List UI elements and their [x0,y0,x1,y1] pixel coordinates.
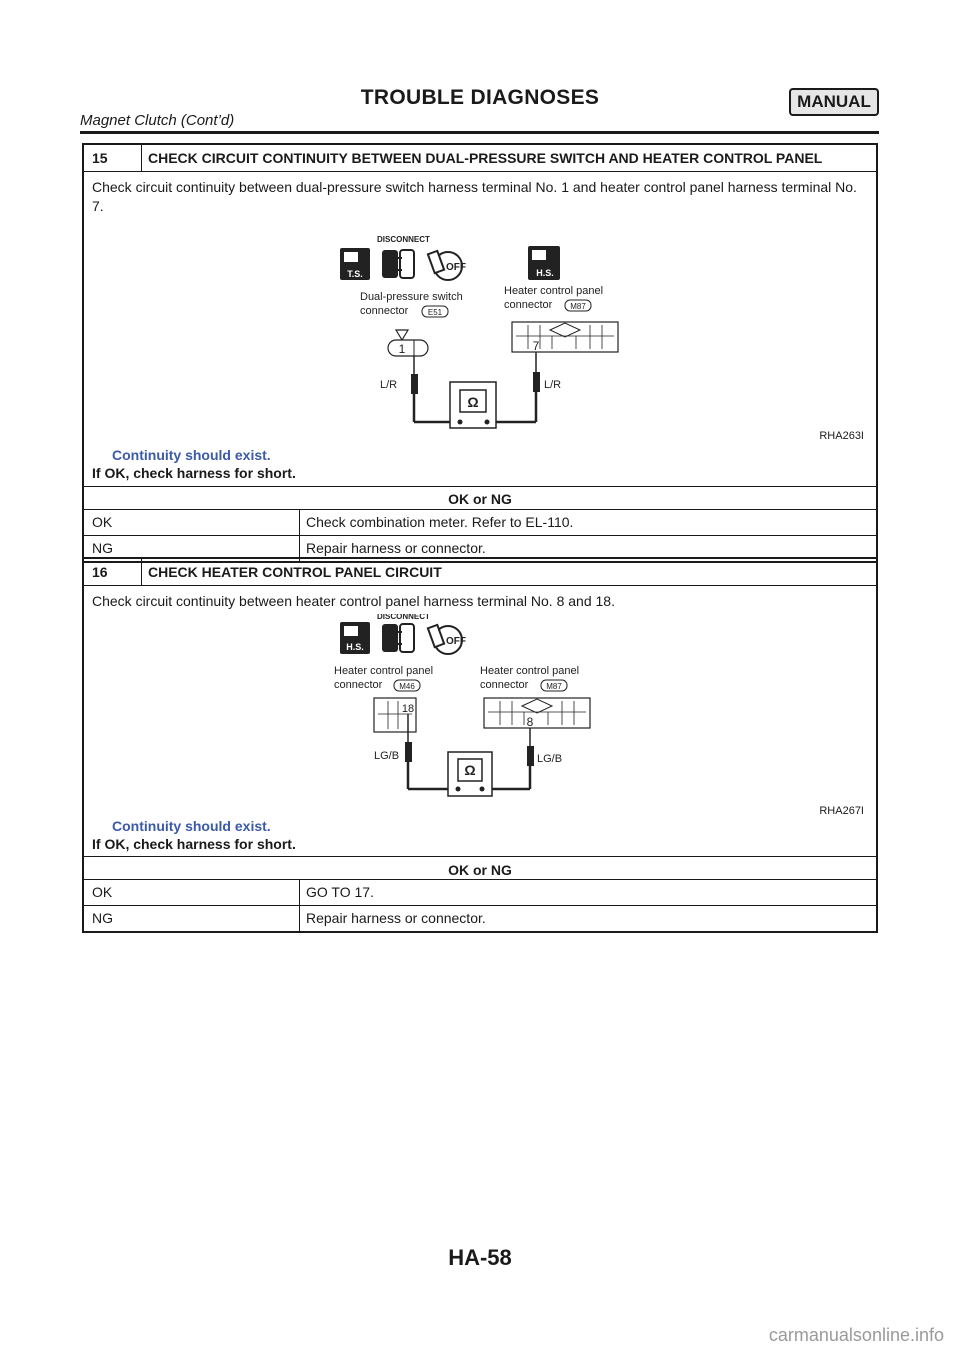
left-terminal: 18 [401,703,415,715]
right-terminal: 7 [532,339,540,353]
step-15-title: CHECK CIRCUIT CONTINUITY BETWEEN DUAL-PRESSURE SWITCH AND HEATER CONTROL PANEL [148,150,823,166]
page-number: HA-58 [448,1245,512,1270]
result-value: Repair harness or connector. [306,540,486,556]
disconnect-icon [377,235,430,278]
step-15-instruction: Check circuit continuity between dual-pressure switch harness terminal No. 1 and heater control panel harness terminal No. 7. [92,179,857,214]
step-16-ok-or-ng: OK or NG [448,862,512,878]
badge-ts-text: T.S. [347,269,363,279]
harness-side-icon [528,246,560,280]
step-16-figure-code: RHA267I [819,805,864,817]
step-15-table [82,143,878,563]
disconnect-text: DISCONNECT [377,235,430,244]
step-16-header [84,559,876,586]
left-wire-color: L/R [380,379,398,391]
left-connector-label-2: connector [334,679,383,691]
left-connector-id: E51 [427,308,443,317]
badge-hs-text: H.S. [346,642,364,652]
step-16-body [84,586,876,878]
step-16-condition: Continuity should exist. [112,818,271,834]
ohm-symbol: Ω [464,762,476,778]
right-connector-icon [484,698,590,729]
section-subtitle: Magnet Clutch (Cont’d) [80,112,235,129]
left-wire-color: LG/B [374,750,400,762]
ignition-off-icon [428,625,466,654]
step-16-diagram [332,614,632,834]
right-wire-color: L/R [544,379,562,391]
left-connector-label-2: connector [360,305,409,317]
step-16-instruction: Check circuit continuity between heater control panel harness terminal No. 8 and 18. [92,593,615,609]
right-wire-color: LG/B [537,753,563,765]
page-title: TROUBLE DIAGNOSES [360,86,600,109]
ohm-symbol: Ω [467,394,479,410]
disconnect-icon [377,614,430,652]
right-connector-icon [512,322,618,353]
step-15-number: 15 [84,145,142,171]
manual-badge: MANUAL [789,88,879,116]
right-connector-label-2: connector [504,299,553,311]
left-connector-label: Dual-pressure switch [360,291,463,303]
harness-side-icon [340,622,370,654]
right-terminal: 8 [526,715,534,729]
right-connector-label: Heater control panel [504,285,604,297]
left-connector-id: M46 [399,682,415,691]
watermark-text: carmanualsonline.info [768,1325,944,1345]
ohmmeter-icon [448,752,492,796]
disconnect-text: DISCONNECT [377,614,430,621]
result-value: Check combination meter. Refer to EL-110. [306,514,574,530]
left-connector-icon [388,330,428,356]
test-symbol-icon [340,248,370,280]
step-15-body [84,172,876,507]
badge-hs-text: H.S. [536,268,554,278]
off-text: OFF [446,636,466,647]
step-15-if-ok: If OK, check harness for short. [92,465,296,481]
right-connector-id: M87 [570,302,586,311]
right-connector-label-2: connector [480,679,529,691]
off-text: OFF [446,262,466,273]
header-divider [80,131,879,134]
result-key: NG [84,536,300,561]
step-15-condition: Continuity should exist. [112,447,271,463]
result-value: Repair harness or connector. [306,910,486,926]
step-16-title: CHECK HEATER CONTROL PANEL CIRCUIT [148,564,442,580]
result-key: OK [84,510,300,535]
step-15-result-row [84,510,876,535]
result-key: NG [84,906,300,931]
step-16-if-ok: If OK, check harness for short. [92,836,296,852]
right-connector-id: M87 [546,682,562,691]
step-16-result-row [84,880,876,905]
step-16-table [82,557,878,933]
step-16-result-row [84,905,876,931]
ohmmeter-icon [450,382,496,428]
right-connector-label: Heater control panel [480,665,580,677]
left-connector-icon [374,698,416,732]
step-15-header [84,145,876,172]
step-15-figure-code: RHA263I [819,430,864,442]
ignition-off-icon [428,251,466,280]
left-terminal: 1 [398,342,406,356]
result-key: OK [84,880,300,905]
step-16-number: 16 [84,559,142,585]
step-15-ok-or-ng: OK or NG [448,491,512,507]
left-connector-label: Heater control panel [334,665,434,677]
result-value: GO TO 17. [306,884,374,900]
step-15-diagram [332,222,632,442]
